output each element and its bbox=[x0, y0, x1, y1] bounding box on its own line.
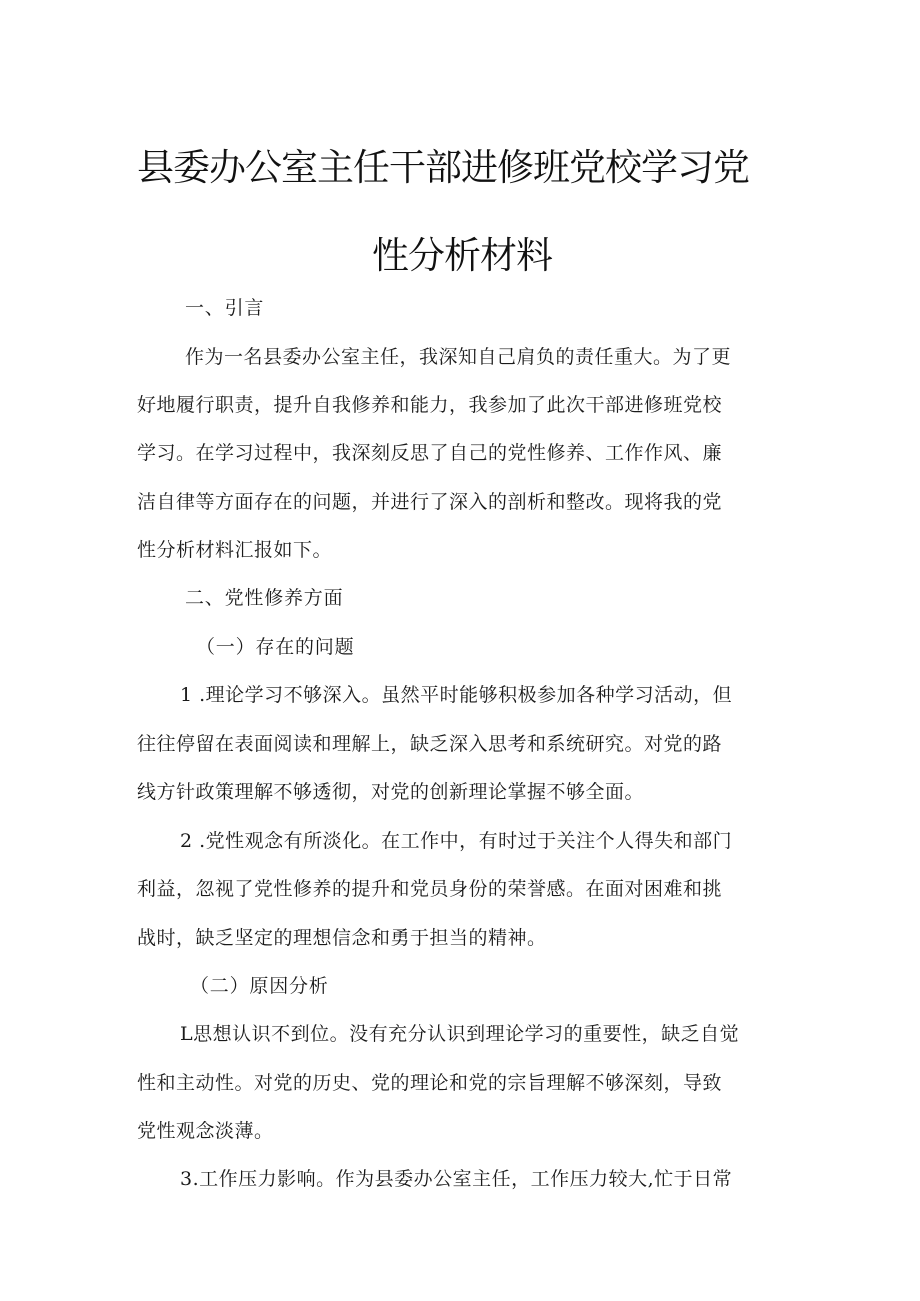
paragraph-line: 学习。在学习过程中，我深刻反思了自己的党性修养、工作作风、廉 bbox=[137, 442, 723, 464]
paragraph-line: 党性观念淡薄。 bbox=[137, 1120, 274, 1142]
paragraph-line: 好地履行职责，提升自我修养和能力，我参加了此次干部进修班党校 bbox=[137, 394, 723, 416]
paragraph-line: 战时，缺乏坚定的理想信念和勇于担当的精神。 bbox=[137, 927, 547, 949]
paragraph-line: 作为一名县委办公室主任，我深知自己肩负的责任重大。为了更 bbox=[185, 346, 732, 368]
document-title-line-1: 县委办公室主任干部进修班党校学习党 bbox=[137, 146, 749, 189]
paragraph-line: 利益，忽视了党性修养的提升和党员身份的荣誉感。在面对困难和挑 bbox=[137, 878, 723, 900]
paragraph-line: 性分析材料汇报如下。 bbox=[137, 539, 333, 561]
paragraph-line: 1 .理论学习不够深入。虽然平时能够积极参加各种学习活动，但 bbox=[180, 684, 733, 706]
subsection-heading-causes: （二）原因分析 bbox=[190, 975, 329, 997]
paragraph-line: 线方针政策理解不够透彻，对党的创新理论掌握不够全面。 bbox=[137, 781, 645, 803]
subsection-heading-problems: （一）存在的问题 bbox=[196, 636, 355, 658]
paragraph-line: 性和主动性。对党的历史、党的理论和党的宗旨理解不够深刻，导致 bbox=[137, 1072, 723, 1094]
paragraph-line: 洁自律等方面存在的问题，并进行了深入的剖析和整改。现将我的党 bbox=[137, 491, 723, 513]
paragraph-line: L思想认识不到位。没有充分认识到理论学习的重要性，缺乏自觉 bbox=[180, 1023, 740, 1045]
paragraph-line: 往往停留在表面阅读和理解上，缺乏深入思考和系统研究。对党的路 bbox=[137, 733, 723, 755]
document-title-line-2: 性分析材料 bbox=[372, 234, 552, 277]
paragraph-line: 2 .党性观念有所淡化。在工作中，有时过于关注个人得失和部门 bbox=[180, 830, 733, 852]
section-heading-party-spirit: 二、党性修养方面 bbox=[185, 587, 344, 609]
paragraph-line: 3.工作压力影响。作为县委办公室主任，工作压力较大,忙于日常 bbox=[180, 1168, 733, 1190]
section-heading-intro: 一、引言 bbox=[185, 297, 265, 319]
